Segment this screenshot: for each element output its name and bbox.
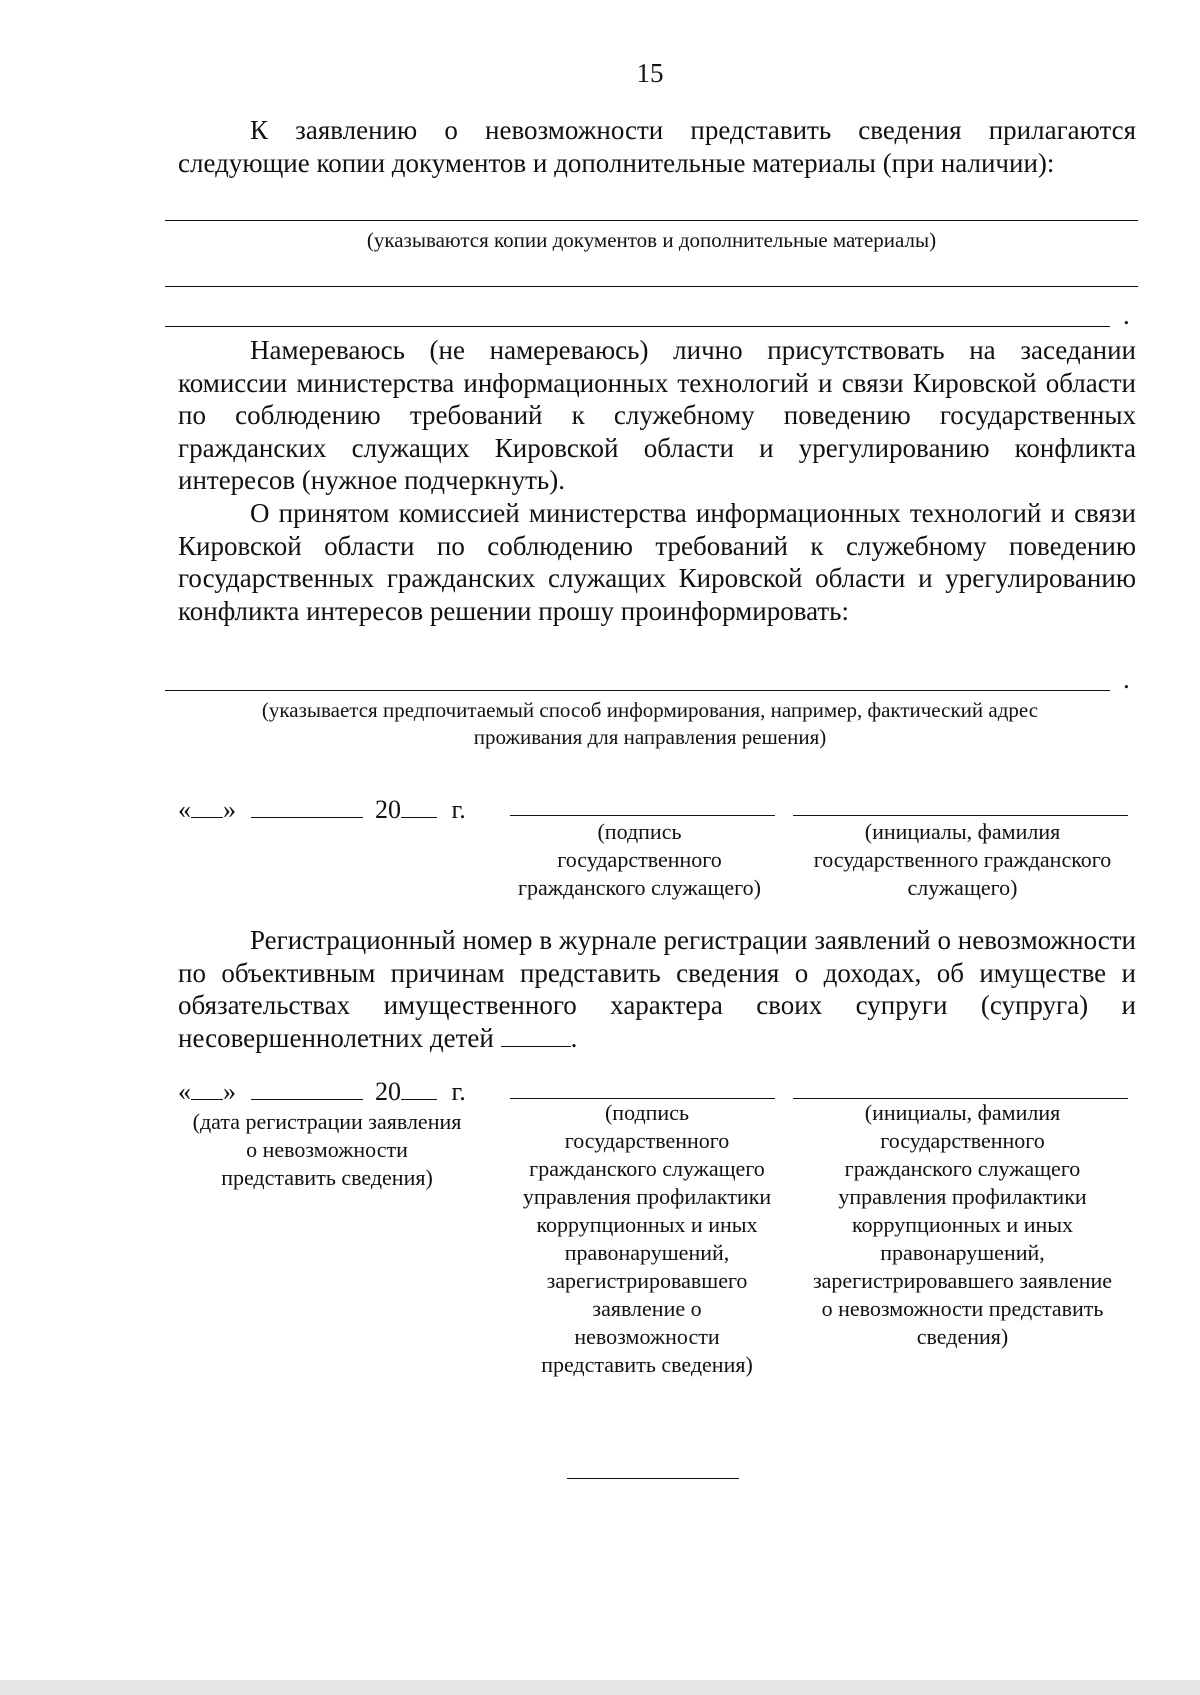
signature-caption-1: (подпись государственного гражданского служащего) — [518, 819, 761, 900]
attachments-line-2 — [165, 286, 1138, 287]
date-year-suffix: г. — [451, 1077, 466, 1106]
inform-caption-line-2: проживания для направления решения) — [473, 725, 827, 749]
date-row-1 — [178, 795, 466, 825]
date-close-quote: » — [223, 1077, 236, 1106]
inform-caption-line-1: (указывается предпочитаемый способ информирования, например, фактический адрес — [261, 698, 1039, 722]
name-line-1 — [793, 815, 1128, 816]
name-caption-2: (инициалы, фамилия государственного гражданского служащего управления профилактики коррупционных и иных правонарушений, зарегистрировавшего заявление о невозможности представить сведения) — [812, 1100, 1113, 1349]
inform-paragraph — [178, 497, 1136, 627]
date-open-quote: « — [178, 795, 191, 824]
registration-paragraph — [178, 924, 1136, 1054]
attendance-paragraph — [178, 334, 1136, 497]
page-number: 15 — [636, 58, 664, 88]
date-year-blank — [401, 1077, 437, 1100]
registration-number-blank — [501, 1026, 571, 1047]
date-day-blank — [191, 1077, 223, 1100]
date-year-blank — [401, 795, 437, 818]
date-year-prefix: 20 — [375, 1077, 401, 1106]
date-day-blank — [191, 795, 223, 818]
date-year-suffix: г. — [451, 795, 466, 824]
date-month-blank — [251, 795, 363, 818]
signature-caption-2: (подпись государственного гражданского служащего управления профилактики коррупционных и иных правонарушений, зарегистрировавшего заявление о невозможности представить сведения) — [522, 1100, 772, 1377]
attachments-caption: (указываются копии документов и дополнительные материалы) — [366, 228, 937, 252]
signature-line-1 — [510, 815, 775, 816]
registration-end-dot: . — [570, 1022, 578, 1053]
date-year-prefix: 20 — [375, 795, 401, 824]
attachments-intro-text: К заявлению о невозможности представить сведения прилагаются следующие копии документов и дополнительные материалы (при наличии): — [178, 115, 1136, 178]
attachments-line-3 — [165, 326, 1110, 327]
date-close-quote: » — [223, 795, 236, 824]
scan-edge — [0, 1680, 1200, 1695]
date-row-2 — [178, 1077, 466, 1107]
registration-date-caption: (дата регистрации заявления о невозможности представить сведения) — [192, 1109, 462, 1190]
attachments-end-dot: . — [1123, 300, 1130, 330]
date-open-quote: « — [178, 1077, 191, 1106]
attendance-text: Намереваюсь (не намереваюсь) лично присутствовать на заседании комиссии министерства информационных технологий и связи Кировской области по соблюдению требований к служебному поведению государственных гражданских служащих Кировской области и урегулированию конфликта интересов (нужное подчеркнуть). — [178, 335, 1136, 495]
date-month-blank — [251, 1077, 363, 1100]
closing-separator — [567, 1478, 739, 1479]
inform-line — [165, 690, 1110, 691]
inform-text: О принятом комиссией министерства информационных технологий и связи Кировской области по соблюдению требований к служебному поведению государственных гражданских служащих Кировской области и урегулированию конфликта интересов решении прошу проинформировать: — [178, 498, 1136, 626]
registration-text: Регистрационный номер в журнале регистрации заявлений о невозможности по объективным причинам представить сведения о доходах, об имуществе и обязательствах имущественного характера своих супруги (супруга) и несовершеннолетних детей — [178, 925, 1136, 1053]
name-caption-1: (инициалы, фамилия государственного гражданского служащего) — [813, 819, 1112, 900]
attachments-paragraph — [178, 114, 1136, 179]
attachments-line-1 — [165, 220, 1138, 221]
inform-end-dot: . — [1123, 664, 1130, 694]
